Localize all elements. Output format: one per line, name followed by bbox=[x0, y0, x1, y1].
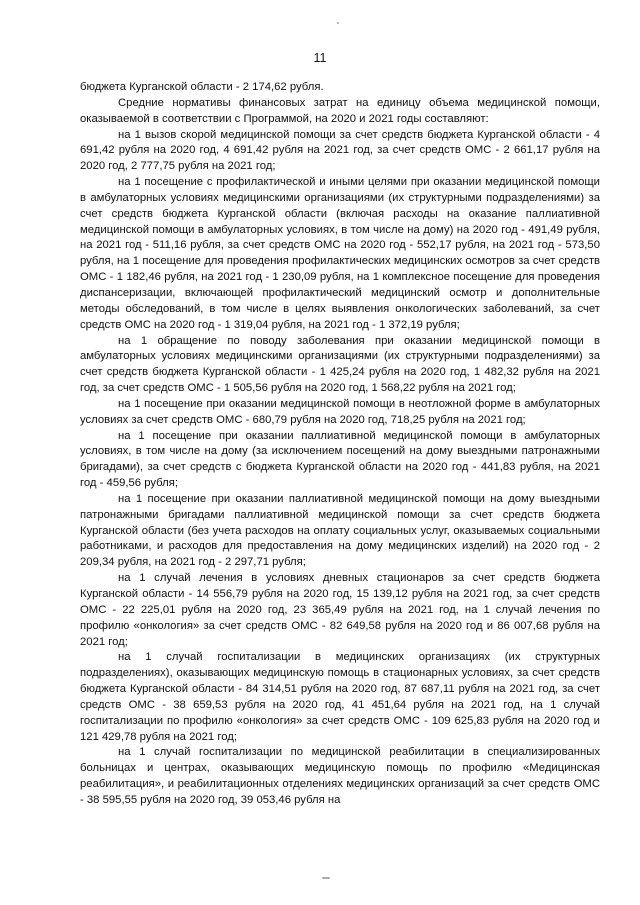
paragraph: на 1 случай госпитализации по медицинской реабилитации в специализированных больницах и центрах, оказывающих медицинскую помощь по профилю «Медицинская реабилитация», и реабилитационных отделениях медицинских организаций за счет средств ОМС - 38 595,55 рубля на 2020 год, 39 053,46 рубля на bbox=[80, 746, 600, 806]
paragraph: на 1 обращение по поводу заболевания при оказании медицинской помощи в амбулаторных условиях медицинскими организациями (их структурными подразделениями) за счет средств бюджета Курганской области - 1 425,24 рубля на 2020 год, 1 482,32 рубля на 2021 год, за счет средств ОМС - 1 505,56 рубля на 2020 год, 1 568,22 рубля на 2021 год; bbox=[80, 334, 600, 395]
scan-speck bbox=[322, 877, 330, 879]
paragraph: бюджета Курганской области - 2 174,62 рубля. bbox=[80, 81, 324, 93]
paragraph: Средние нормативы финансовых затрат на единицу объема медицинской помощи, оказываемой в соответствии с Программой, на 2020 и 2021 годы составляют: bbox=[80, 96, 600, 125]
paragraph: на 1 посещение при оказании паллиативной медицинской помощи на дому выездными патронажными бригадами паллиативной медицинской помощи за счет средств бюджета Курганской области (без учета расходов на оплату социальных услуг, оказываемых социальными работниками, и расходов для предоставления на дому медицинских изделий) на 2020 год - 2 209,34 рубля, на 2021 год - 2 297,71 рубля; bbox=[80, 492, 600, 569]
paragraph: на 1 случай госпитализации в медицинских организациях (их структурных подразделениях), оказывающих медицинскую помощь в стационарных условиях, за счет средств бюджета Курганской области - 84 314,51 рубля на 2020 год, 87 687,11 рубля на 2021 год, за счет средств ОМС - 38 659,53 рубля на 2020 год, 41 451,64 рубля на 2021 год, на 1 случай госпитализации по профилю «онкология» за счет средств ОМС - 109 625,83 рубля на 2020 год и 121 429,78 рубля на 2021 год; bbox=[80, 651, 600, 743]
paragraph: на 1 посещение при оказании медицинской помощи в неотложной форме в амбулаторных условиях за счет средств ОМС - 680,79 рубля на 2020 год, 718,25 рубля на 2021 год; bbox=[80, 397, 600, 426]
paragraph: на 1 случай лечения в условиях дневных стационаров за счет средств бюджета Курганской области - 14 556,79 рубля на 2020 год, 15 139,12 рубля на 2021 год, за счет средств ОМС - 22 225,01 рубля на 2020 год, 23 365,49 рубля на 2021 год, на 1 случай лечения по профилю «онкология» за счет средств ОМС - 82 649,58 рубля на 2020 год и 86 007,68 рубля на 2021 год; bbox=[80, 572, 600, 648]
document-body bbox=[80, 80, 600, 809]
paragraph: на 1 посещение с профилактической и иными целями при оказании медицинской помощи в амбулаторных условиях медицинскими организациями (их структурными подразделениями) за счет средств бюджета Курганской области (включая расходы на оказание паллиативной медицинской помощи в амбулаторных условиях, в том числе на дому) на 2020 год - 491,49 рубля, на 2021 год - 511,16 рубля, за счет средств ОМС на 2020 год - 552,17 рубля, на 2021 год - 573,50 рубля, на 1 посещение для проведения профилактических медицинских осмотров за счет средств ОМС - 1 182,46 рубля, на 2021 год - 1 230,09 рубля, на 1 комплексное посещение для проведения диспансеризации, включающей профилактический медицинский осмотр и дополнительные методы обследований, в том числе в целях выявления онкологических заболеваний, за счет средств ОМС на 2020 год - 1 319,04 рубля, на 2021 год - 1 372,19 рубля; bbox=[80, 176, 600, 331]
paragraph: на 1 вызов скорой медицинской помощи за счет средств бюджета Курганской области - 4 691,42 рубля на 2020 год, 4 691,42 рубля на 2021 год, за счет средств ОМС - 2 661,17 рубля на 2020 год, 2 777,75 рубля на 2021 год; bbox=[80, 128, 600, 173]
page-number: 11 bbox=[313, 51, 327, 65]
scan-speck bbox=[337, 22, 339, 24]
paragraph: на 1 посещение при оказании паллиативной медицинской помощи в амбулаторных условиях, в том числе на дому (за исключением посещений на дому выездными патронажными бригадами), за счет средств с бюджета Курганской области на 2020 год - 441,83 рубля, на 2021 год - 459,56 рубля; bbox=[80, 429, 600, 490]
